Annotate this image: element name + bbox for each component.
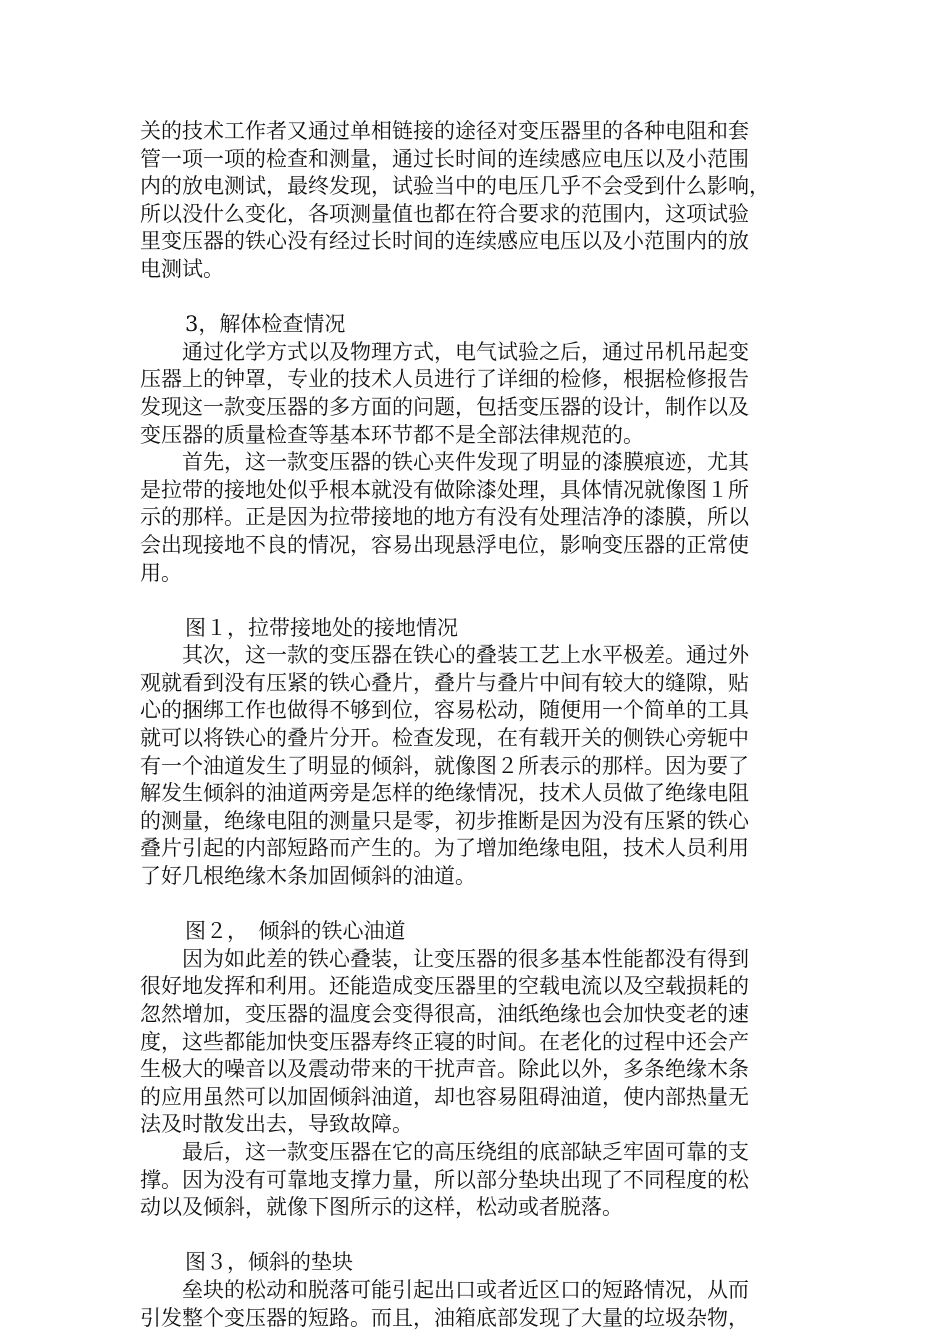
text-line: 其次，这一款的变压器在铁心的叠装工艺上水平极差。通过外 (182, 643, 749, 668)
document-body (140, 118, 812, 1332)
text-line: 撑。因为没有可靠地支撑力量，所以部分垫块出现了不同程度的松 (140, 1167, 749, 1192)
text-line: 变压器的质量检查等基本环节都不是全部法律规范的。 (140, 422, 644, 447)
blank-line (140, 587, 812, 615)
text-line: 里变压器的铁心没有经过长时间的连续感应电压以及小范围内的放 (140, 229, 749, 254)
text-line: 用。 (140, 560, 182, 585)
text-line: 通过化学方式以及物理方式，电气试验之后，通过吊机吊起变 (182, 339, 749, 364)
text-line: 电测试。 (140, 256, 224, 281)
text-line: 因为如此差的铁心叠装，让变压器的很多基本性能都没有得到 (182, 946, 749, 971)
blank-line (140, 1222, 812, 1250)
text-line: 忽然增加，变压器的温度会变得很高，油纸绝缘也会加快变老的速 (140, 1002, 749, 1026)
text-line: 垒块的松动和脱落可能引起出口或者近区口的短路情况，从而 (182, 1277, 749, 1302)
paragraph (140, 1139, 812, 1222)
figure-caption: 图２， 倾斜的铁心油道 (185, 919, 406, 944)
blank-line (140, 891, 812, 919)
text-line: 示的那样。正是因为拉带接地的地方有没有处理洁净的漆膜，所以 (140, 505, 749, 530)
text-line: 生极大的噪音以及震动带来的干扰声音。除此以外，多条绝缘木条 (140, 1057, 749, 1082)
text-line: 就可以将铁心的叠片分开。检查发现，在有载开关的侧铁心旁轭中 (140, 726, 749, 751)
text-line: 的测量，绝缘电阻的测量只是零，初步推断是因为没有压紧的铁心 (140, 808, 749, 833)
paragraph (140, 118, 812, 284)
text-line: 有一个油道发生了明显的倾斜，就像图２所表示的那样。因为要了 (140, 753, 749, 778)
text-line: 的应用虽然可以加固倾斜油道，却也容易阻碍油道，使内部热量无 (140, 1084, 749, 1109)
paragraph (140, 642, 812, 890)
paragraph (140, 946, 812, 1139)
text-line: 压器上的钟罩，专业的技术人员进行了详细的检修，根据检修报告 (140, 367, 749, 392)
figure-caption: 图１，拉带接地处的接地情况 (185, 615, 458, 640)
paragraph (140, 449, 812, 587)
text-line: 最后，这一款变压器在它的高压绕组的底部缺乏牢固可靠的支 (182, 1139, 749, 1164)
blank-line (140, 284, 812, 312)
text-line: 管一项一项的检查和测量，通过长时间的连续感应电压以及小范围 (140, 146, 749, 171)
text-line: 观就看到没有压紧的铁心叠片，叠片与叠片中间有较大的缝隙，贴 (140, 670, 749, 695)
paragraph (140, 339, 812, 449)
text-line: 会出现接地不良的情况，容易出现悬浮电位，影响变压器的正常使 (140, 532, 749, 557)
text-line: 很好地发挥和利用。还能造成变压器里的空载电流以及空载损耗的 (140, 974, 749, 999)
text-line: 发现这一款变压器的多方面的问题，包括变压器的设计，制作以及 (140, 394, 749, 419)
figure-caption: 图３，倾斜的垫块 (185, 1250, 353, 1275)
text-line: 心的捆绑工作也做得不够到位，容易松动，随便用一个简单的工具 (140, 698, 749, 723)
section-heading: 3，解体检查情况 (185, 312, 346, 337)
paragraph (140, 1277, 812, 1332)
text-line: 所以没什么变化，各项测量值也都在符合要求的范围内，这项试验 (140, 201, 749, 226)
text-line: 法及时散发出去，导致故障。 (140, 1112, 413, 1137)
text-line: 关的技术工作者又通过单相链接的途径对变压器里的各种电阻和套 (140, 119, 749, 143)
text-line: 叠片引起的内部短路而产生的。为了增加绝缘电阻，技术人员利用 (140, 836, 749, 861)
text-line: 内的放电测试，最终发现，试验当中的电压几乎不会受到什么影响， (140, 174, 770, 199)
text-line: 度，这些都能加快变压器寿终正寝的时间。在老化的过程中还会产 (140, 1029, 749, 1054)
text-line: 首先，这一款变压器的铁心夹件发现了明显的漆膜痕迹，尤其 (182, 450, 749, 475)
text-line: 是拉带的接地处似乎根本就没有做除漆处理，具体情况就像图１所 (140, 477, 749, 502)
text-line: 引发整个变压器的短路。而且，油箱底部发现了大量的垃圾杂物， (140, 1305, 749, 1330)
text-line: 了好几根绝缘木条加固倾斜的油道。 (140, 864, 476, 889)
text-line: 动以及倾斜，就像下图所示的这样，松动或者脱落。 (140, 1195, 623, 1220)
text-line: 解发生倾斜的油道两旁是怎样的绝缘情况，技术人员做了绝缘电阻 (140, 781, 749, 806)
